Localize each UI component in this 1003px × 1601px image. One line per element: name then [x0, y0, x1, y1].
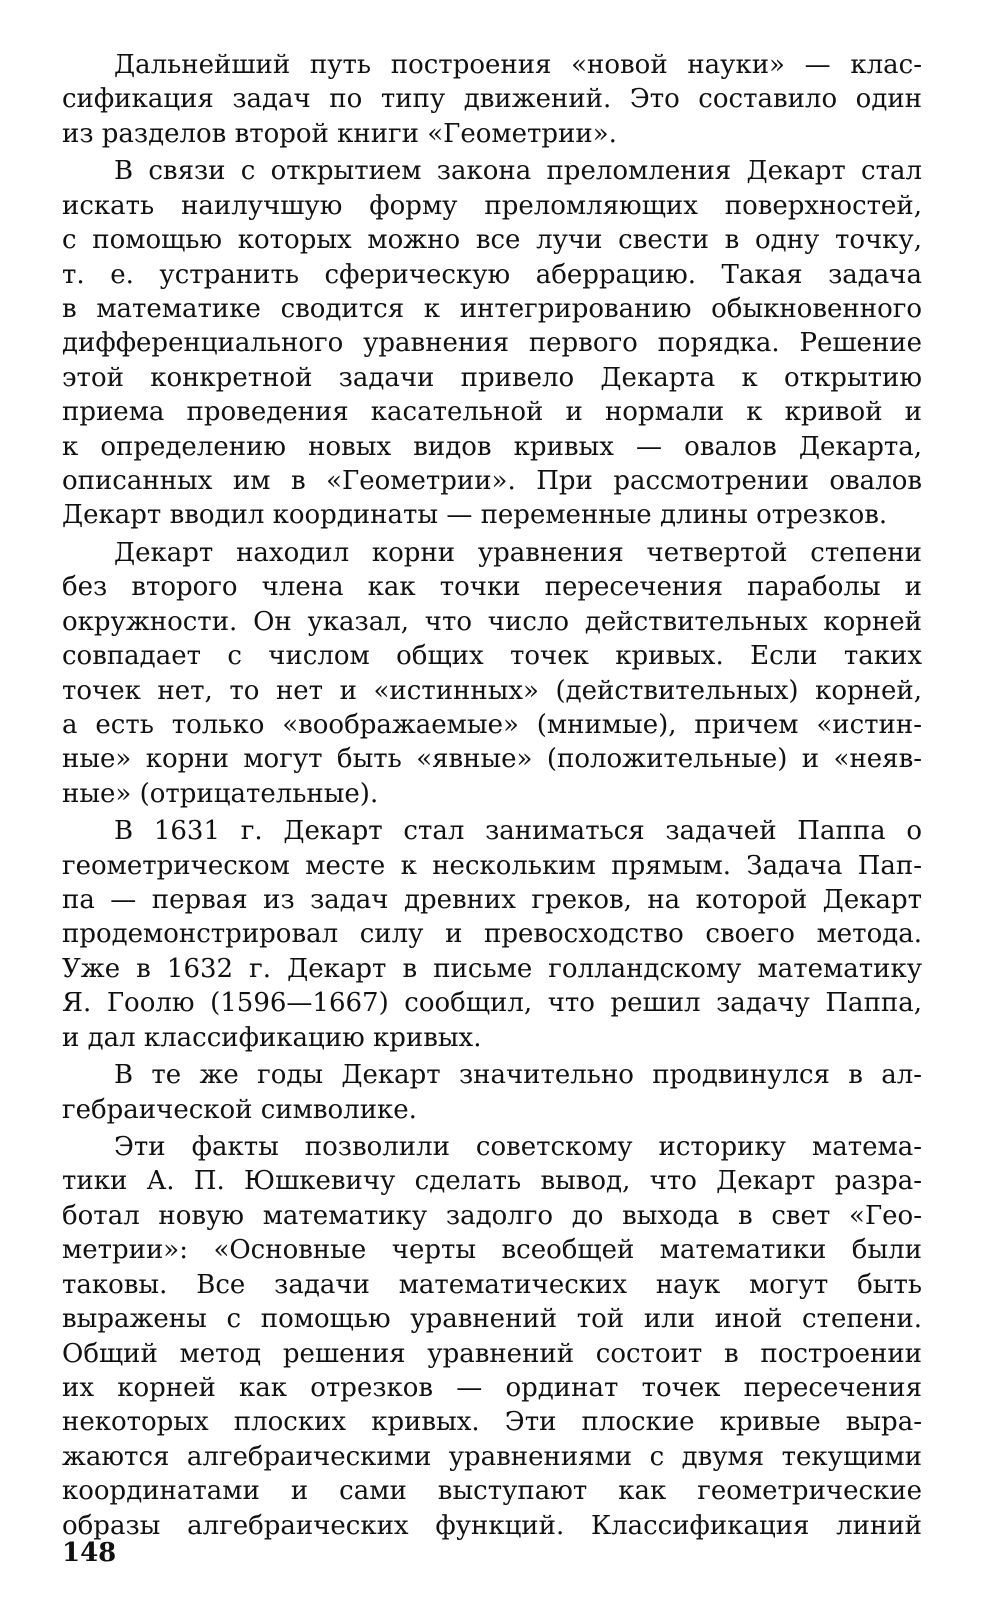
text-line: выражены с помощью уравнений той или иной степени. — [62, 1304, 922, 1335]
text-line: т. е. устранить сферическую аберрацию. Такая задача — [62, 259, 922, 290]
text-line: образы алгебраических функций. Классификация линий — [62, 1510, 922, 1541]
text-line: тики А. П. Юшкевичу сделать вывод, что Декарт разра- — [62, 1166, 922, 1197]
text-line: и дал классификацию кривых. — [62, 1022, 482, 1053]
text-line: дифференциального уравнения первого порядка. Решение — [62, 328, 922, 359]
text-line: их корней как отрезков — ординат точек пересечения — [62, 1372, 922, 1403]
text-line: некоторых плоских кривых. Эти плоские кривые выра- — [62, 1407, 922, 1438]
page-number: 148 — [62, 1538, 117, 1568]
text-line: В те же годы Декарт значительно продвинулся в ал- — [114, 1060, 922, 1091]
paragraph-2 — [62, 154, 922, 532]
paragraph-4 — [62, 814, 922, 1055]
text-line: точек нет, то нет и «истинных» (действительных) корней, — [62, 675, 922, 706]
text-line: жаются алгебраическими уравнениями с двумя текущими — [62, 1441, 922, 1472]
paragraph-3 — [62, 536, 922, 811]
text-line: координатами и сами выступают как геометрические — [62, 1476, 922, 1507]
text-line: Эти факты позволили советскому историку матема- — [114, 1132, 922, 1163]
text-line: Декарт находил корни уравнения четвертой степени — [114, 537, 922, 568]
text-line: к определению новых видов кривых — овалов Декарта, — [62, 431, 922, 462]
page-text — [62, 48, 922, 1546]
text-line: ные» корни могут быть «явные» (положительные) и «неяв- — [62, 744, 922, 775]
text-line: продемонстрировал силу и превосходство своего метода. — [62, 919, 922, 950]
text-line: этой конкретной задачи привело Декарта к открытию — [62, 362, 922, 393]
text-line: метрии»: «Основные черты всеобщей математики были — [62, 1235, 922, 1266]
text-line: в математике сводится к интегрированию обыкновенного — [62, 293, 922, 324]
text-line: гебраической символике. — [62, 1094, 417, 1125]
text-line: без второго члена как точки пересечения параболы и — [62, 572, 922, 603]
text-line: ботал новую математику задолго до выхода в свет «Гео- — [62, 1200, 922, 1231]
text-line: В связи с открытием закона преломления Декарт стал — [114, 156, 922, 187]
text-line: окружности. Он указал, что число действительных корней — [62, 606, 922, 637]
text-line: Дальнейший путь построения «новой науки» — клас- — [114, 50, 922, 80]
text-line: таковы. Все задачи математических наук могут быть — [62, 1269, 922, 1300]
paragraph-1 — [62, 48, 922, 151]
text-line: приема проведения касательной и нормали к кривой и — [62, 397, 922, 428]
text-line: совпадает с числом общих точек кривых. Если таких — [62, 641, 922, 672]
text-line: ные» (отрицательные). — [62, 778, 379, 809]
text-line: искать наилучшую форму преломляющих поверхностей, — [62, 190, 922, 221]
text-line: В 1631 г. Декарт стал заниматься задачей Паппа о — [114, 816, 922, 847]
text-line: Общий метод решения уравнений состоит в построении — [62, 1338, 922, 1369]
text-line: па — первая из задач древних греков, на которой Декарт — [62, 885, 922, 916]
text-line: Декарт вводил координаты — переменные длины отрезков. — [62, 500, 888, 531]
text-line: геометрическом месте к нескольким прямым. Задача Пап- — [62, 850, 922, 881]
text-line: сификация задач по типу движений. Это составило один — [62, 84, 922, 115]
text-line: описанных им в «Геометрии». При рассмотрении овалов — [62, 465, 922, 496]
text-line: Уже в 1632 г. Декарт в письме голландскому математику — [62, 953, 922, 984]
text-line: а есть только «воображаемые» (мнимые), причем «истин- — [62, 709, 922, 740]
paragraph-5 — [62, 1058, 922, 1127]
text-line: с помощью которых можно все лучи свести в одну точку, — [62, 225, 922, 256]
text-line: Я. Гоолю (1596—1667) сообщил, что решил задачу Паппа, — [62, 988, 922, 1019]
paragraph-6 — [62, 1130, 922, 1543]
text-line: из разделов второй книги «Геометрии». — [62, 118, 617, 149]
